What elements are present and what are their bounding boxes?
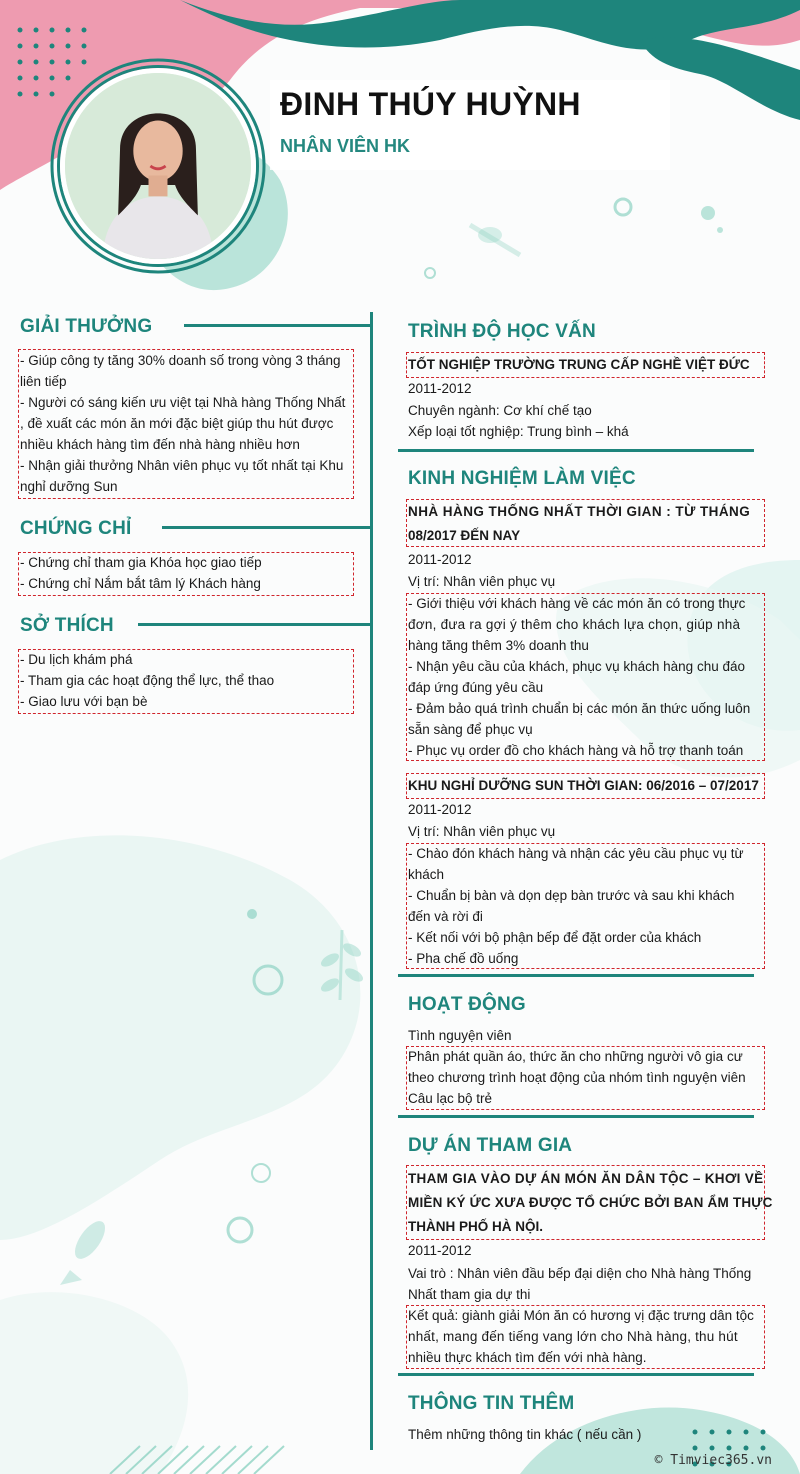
- job-duty: khách: [408, 867, 445, 882]
- job-years: 2011-2012: [408, 802, 472, 817]
- job-duty: - Phục vụ order đồ cho khách hàng và hỗ trợ thanh toán: [408, 743, 744, 758]
- project-result: nhiều thực khách tìm đến với nhà hàng.: [408, 1350, 647, 1365]
- hobbies-rule: [138, 623, 372, 626]
- hobby-item: - Giao lưu với bạn bè: [20, 694, 148, 709]
- hobby-item: - Du lịch khám phá: [20, 652, 133, 667]
- job-duty: - Nhận yêu cầu của khách, phục vụ khách hàng chu đáo: [408, 659, 745, 674]
- project-heading: MIỀN KÝ ỨC XƯA ĐƯỢC TỔ CHỨC BỞI BAN ẨM THỰC: [408, 1195, 773, 1210]
- job-title: NHÂN VIÊN HK: [280, 136, 411, 156]
- projects-rule: [398, 1373, 754, 1376]
- job-duty: - Đảm bảo quá trình chuẩn bị các món ăn thức uống luôn: [408, 701, 751, 716]
- more-info-title: THÔNG TIN THÊM: [408, 1393, 575, 1414]
- activity-line: theo chương trình hoạt động của nhóm tình nguyện viên: [408, 1070, 746, 1085]
- certificates-title: CHỨNG CHỈ: [20, 518, 132, 539]
- experience-title: KINH NGHIỆM LÀM VIỆC: [408, 468, 636, 489]
- job-heading: NHÀ HÀNG THỐNG NHẤT THỜI GIAN : TỪ THÁNG: [408, 504, 751, 519]
- awards-line: , đề xuất các món ăn mới đặc biệt giúp thu hút được: [20, 416, 334, 431]
- activity-org: Tình nguyện viên: [408, 1028, 512, 1043]
- job-duty: - Pha chế đồ uống: [408, 951, 519, 966]
- awards-line: liên tiếp: [20, 374, 67, 389]
- education-school: TỐT NGHIỆP TRƯỜNG TRUNG CẤP NGHỀ VIỆT ĐỨC: [408, 357, 750, 372]
- education-years: 2011-2012: [408, 381, 472, 396]
- project-role: Nhất tham gia dự thi: [408, 1287, 531, 1302]
- job-duty: đến và rời đi: [408, 909, 483, 924]
- column-divider: [370, 312, 373, 1450]
- projects-title: DỰ ÁN THAM GIA: [408, 1135, 573, 1156]
- watermark: © Timviec365.vn: [654, 1453, 772, 1468]
- job-heading: KHU NGHỈ DƯỠNG SUN THỜI GIAN: 06/2016 – 07/2017: [408, 778, 759, 793]
- job-duty: - Chào đón khách hàng và nhận các yêu cầu phục vụ từ: [408, 846, 744, 861]
- activities-title: HOẠT ĐỘNG: [408, 994, 526, 1015]
- job-position: Vị trí: Nhân viên phục vụ: [408, 574, 556, 589]
- education-major: Chuyên ngành: Cơ khí chế tạo: [408, 403, 592, 418]
- education-grade: Xếp loại tốt nghiệp: Trung bình – khá: [408, 424, 629, 439]
- candidate-name: ĐINH THÚY HUỲNH: [280, 86, 581, 122]
- job-duty: sẵn sàng để phục vụ: [408, 722, 533, 737]
- awards-line: nhiều khách hàng tìm đến nhà hàng nhiều hơn: [20, 437, 300, 452]
- hobbies-title: SỞ THÍCH: [20, 615, 114, 636]
- project-result: Kết quả: giành giải Món ăn có hương vị đặc trưng dân tộc: [408, 1308, 754, 1323]
- more-info-text: Thêm những thông tin khác ( nếu cần ): [408, 1427, 642, 1442]
- job-duty: đơn, đưa ra gợi ý thêm cho khách lựa chọn, giúp nhà: [408, 617, 741, 632]
- activity-line: Câu lạc bộ trẻ: [408, 1091, 493, 1106]
- education-rule: [398, 449, 754, 452]
- project-heading: THÀNH PHỐ HÀ NỘI.: [408, 1219, 543, 1234]
- job-years: 2011-2012: [408, 552, 472, 567]
- experience-rule: [398, 974, 754, 977]
- project-result: nhất, mang đến tiếng vang lớn cho Nhà hàng, thu hút: [408, 1329, 738, 1344]
- certificates-rule: [162, 526, 372, 529]
- project-years: 2011-2012: [408, 1243, 472, 1258]
- awards-line: nghỉ dưỡng Sun: [20, 479, 118, 494]
- job-duty: đáp ứng đúng yêu cầu: [408, 680, 544, 695]
- certificate-item: - Chứng chỉ Nắm bắt tâm lý Khách hàng: [20, 576, 261, 591]
- job-position: Vị trí: Nhân viên phục vụ: [408, 824, 556, 839]
- job-duty: - Giới thiệu với khách hàng về các món ăn có trong thực: [408, 596, 746, 611]
- project-heading: THAM GIA VÀO DỰ ÁN MÓN ĂN DÂN TỘC – KHƠI VỀ: [408, 1171, 764, 1186]
- awards-line: - Nhận giải thưởng Nhân viên phục vụ tốt nhất tại Khu: [20, 458, 344, 473]
- awards-line: - Người có sáng kiến ưu việt tại Nhà hàng Thống Nhất: [20, 395, 346, 410]
- awards-rule: [184, 324, 372, 327]
- profile-photo: [60, 68, 256, 264]
- job-heading: 08/2017 ĐẾN NAY: [408, 528, 521, 543]
- awards-title: GIẢI THƯỞNG: [20, 316, 153, 337]
- hobby-item: - Tham gia các hoạt động thể lực, thể thao: [20, 673, 275, 688]
- certificate-item: - Chứng chỉ tham gia Khóa học giao tiếp: [20, 555, 262, 570]
- job-duty: - Chuẩn bị bàn và dọn dẹp bàn trước và sau khi khách: [408, 888, 735, 903]
- job-duty: hàng tăng thêm 3% doanh thu: [408, 638, 589, 653]
- awards-line: - Giúp công ty tăng 30% doanh số trong vòng 3 tháng: [20, 353, 341, 368]
- activities-rule: [398, 1115, 754, 1118]
- job-duty: - Kết nối với bộ phận bếp để đặt order của khách: [408, 930, 702, 945]
- activity-line: Phân phát quần áo, thức ăn cho những người vô gia cư: [408, 1049, 743, 1064]
- education-title: TRÌNH ĐỘ HỌC VẤN: [408, 321, 596, 342]
- project-role: Vai trò : Nhân viên đầu bếp đại diện cho Nhà hàng Thống: [408, 1266, 752, 1281]
